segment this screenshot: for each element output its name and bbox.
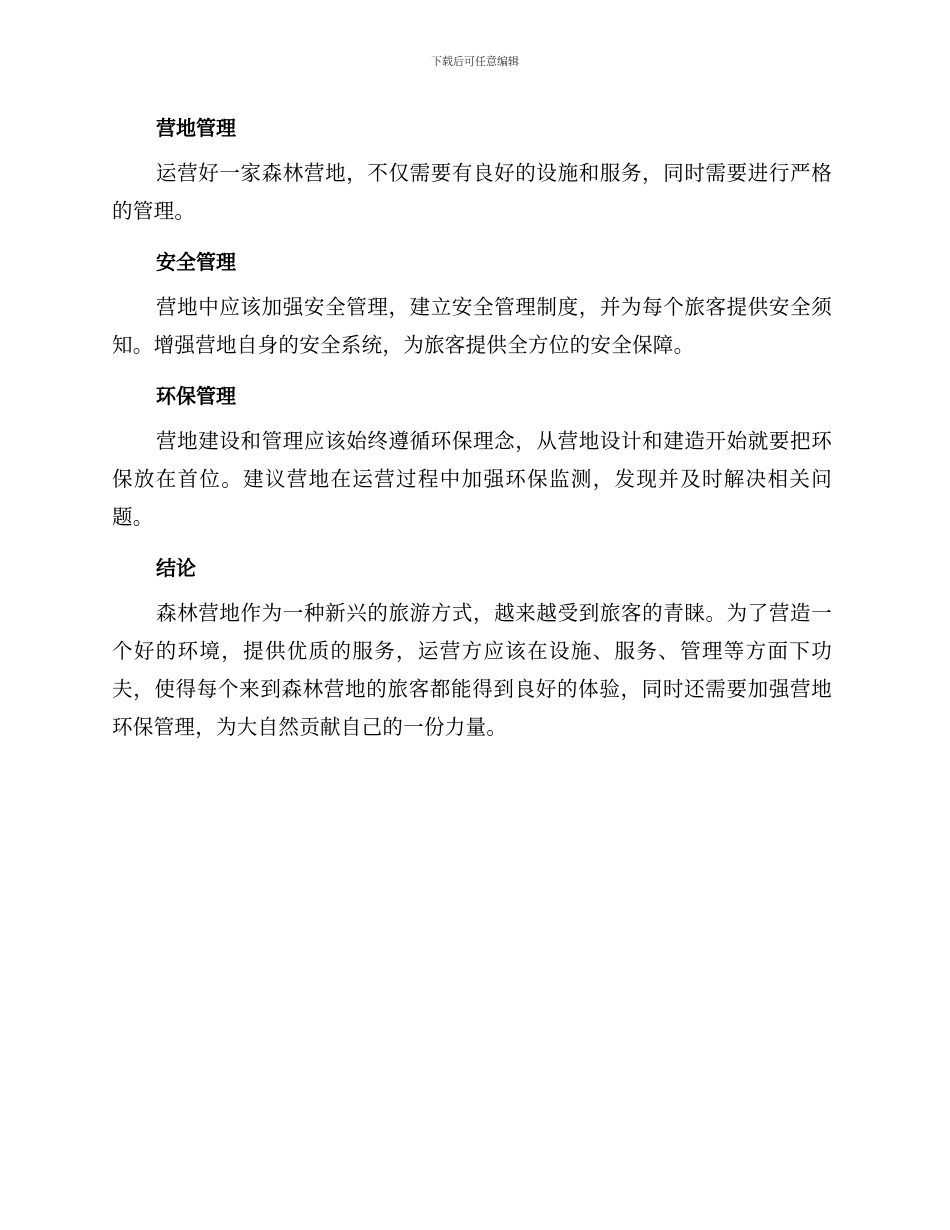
section-heading-environmental-management: 环保管理	[156, 384, 236, 408]
page-header: 下载后可任意编辑	[431, 55, 519, 68]
section-paragraph-environmental-management: 营地建设和管理应该始终遵循环保理念，从营地设计和建造开始就要把环保放在首位。建议营地在运营过程中加强环保监测，发现并及时解决相关问题。	[112, 429, 832, 529]
section-paragraph-campsite-management: 运营好一家森林营地，不仅需要有良好的设施和服务，同时需要进行严格的管理。	[112, 161, 832, 223]
document-body	[112, 108, 832, 758]
section-paragraph-safety-management: 营地中应该加强安全管理，建立安全管理制度，并为每个旅客提供安全须知。增强营地自身的安全系统，为旅客提供全方位的安全保障。	[112, 295, 832, 357]
section-heading-safety-management: 安全管理	[156, 250, 236, 274]
section-heading-conclusion: 结论	[156, 556, 196, 580]
section-heading-campsite-management: 营地管理	[156, 116, 236, 140]
section-paragraph-conclusion: 森林营地作为一种新兴的旅游方式，越来越受到旅客的青睐。为了营造一个好的环境，提供优质的服务，运营方应该在设施、服务、管理等方面下功夫，使得每个来到森林营地的旅客都能得到良好的体验，同时还需要加强营地环保管理，为大自然贡献自己的一份力量。	[112, 601, 832, 739]
